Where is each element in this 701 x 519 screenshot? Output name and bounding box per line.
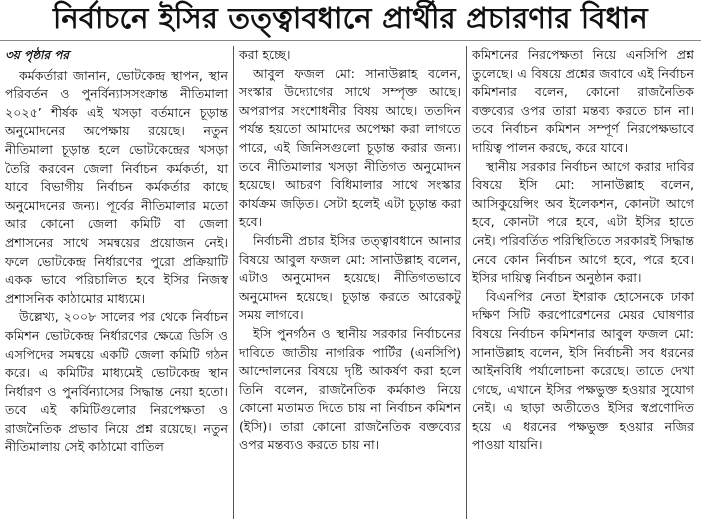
- paragraph: ইসি পুনর্গঠন ও স্থানীয় সরকার নির্বাচনের দাবিতে জাতীয় নাগরিক পার্টির (এনসিপি) আন্দোলনের বিষয়ে দৃষ্টি আকর্ষণ করা হলে তিনি বলেন, রাজনৈতিক কর্মকাণ্ড নিয়ে কোনো মতামত দিতে চায় না নির্বাচন কমিশন (ইসি)। তারা কোনো রাজনৈতিক বক্তব্যের ওপর মন্তব্যও করতে চায় না।: [239, 325, 461, 453]
- paragraph: কমিশনের নিরপেক্ষতা নিয়ে এনসিপি প্রশ্ন তুলেছে। এ বিষয়ে প্রশ্নের জবাবে এই নির্বাচন কমিশনার বলেন, কোনো রাজনৈতিক বক্তব্যের ওপর তারা মন্তব্য করতে চান না। তবে নির্বাচন কমিশন সম্পূর্ণ নিরপেক্ষভাবে দায়িত্ব পালন করছে, করে যাবে।: [472, 47, 694, 155]
- column-2: [233, 46, 466, 519]
- column-3: [466, 46, 699, 519]
- paragraph: বিএনপির নেতা ইশরাক হোসেনকে ঢাকা দক্ষিণ সিটি করপোরেশনের মেয়র ঘোষণার বিষয়ে নির্বাচন কমিশনার আবুল ফজল মো: সানাউল্লাহ বলেন, ইসি নির্বাচনী সব ধরনের আইনবিধি পর্যালোচনা করেছে। তাতে দেখা গেছে, এখানে ইসির পক্ষভুক্ত হওয়ার সুযোগ নেই। এ ছাড়া অতীতেও ইসির স্বপ্রণোদিত হয়ে এ ধরনের পক্ষভুক্ত হওয়ার নজির পাওয়া যায়নি।: [472, 288, 694, 453]
- headline: নির্বাচনে ইসির তত্ত্বাবধানে প্রার্থীর প্রচারণার বিধান: [0, 0, 701, 41]
- paragraph: উল্লেখ্য, ২০০৮ সালের পর থেকে নির্বাচন কমিশন ভোটকেন্দ্র নির্ধারণের ক্ষেত্রে ডিসি ও এসপিদের সমন্বয়ে একটি জেলা কমিটি গঠন করে। এ কমিটির মাধ্যমেই ভোটকেন্দ্র স্থান নির্ধারণ ও পুনর্বিন্যাসের সিদ্ধান্ত নেয়া হতো। তবে এই কমিটিগুলোর নিরপেক্ষতা ও রাজনৈতিক প্রভাব নিয়ে প্রশ্ন রয়েছে। নতুন নীতিমালায় সেই কাঠামো বাতিল: [5, 309, 228, 455]
- paragraph: স্থানীয় সরকার নির্বাচন আগে করার দাবির বিষয়ে ইসি মো: সানাউল্লাহ বলেন, আসিকুয়েন্সিং অব ইলেকশন, কোনটা আগে হবে, কোনটা পরে হবে, এটা ইসির হাতে নেই। পরিবর্তিত পরিস্থিতিতে সরকারই সিদ্ধান্ত নেবে কোন নির্বাচন আগে হবে, পরে হবে। ইসির দায়িত্ব নির্বাচন অনুষ্ঠান করা।: [472, 158, 694, 286]
- jump-label: ৩য় পৃষ্ঠার পর: [5, 48, 70, 62]
- paragraph: নির্বাচনী প্রচার ইসির তত্ত্বাবধানে আনার বিষয়ে আবুল ফজল মো: সানাউল্লাহ বলেন, এটাও অনুমোদন হয়েছে। নীতিগতভাবে অনুমোদন হয়েছে। চূড়ান্ত করতে আরেকটু সময় লাগবে।: [239, 232, 461, 323]
- paragraph: কর্মকর্তারা জানান, ভোটকেন্দ্র স্থাপন, স্থান পরিবর্তন ও পুনর্বিন্যাসসংক্রান্ত নীতিমালা ২০২৫’ শীর্ষক এই খসড়া বর্তমানে চূড়ান্ত অনুমোদনের অপেক্ষায় রয়েছে। নতুন নীতিমালা চূড়ান্ত হলে ভোটকেন্দ্রের খসড়া তৈরি করবেন জেলা নির্বাচন কর্মকর্তা, যা যাবে বিভাগীয় নির্বাচন কর্মকর্তার কাছে অনুমোদনের জন্য। পূর্বের নীতিমালার মতো আর কোনো জেলা কমিটি বা জেলা প্রশাসনের সাথে সমন্বয়ের প্রয়োজন নেই। ফলে ভোটকেন্দ্র নির্ধারণের পুরো প্রক্রিয়াটি একক ভাবে পরিচালিত হবে ইসির নিজস্ব প্রশাসনিক কাঠামোর মাধ্যমে।: [5, 67, 228, 306]
- column-1: [0, 46, 233, 519]
- article-body: [0, 46, 701, 519]
- paragraph: আবুল ফজল মো: সানাউল্লাহ বলেন, সংস্কার উদ্যোগের সাথে সম্পৃক্ত আছে। অপরাপর সংশোধনীর বিষয় আছে। ততদিন পর্যন্ত হয়তো আমাদের অপেক্ষা করা লাগতে পারে, এই জিনিসগুলো চূড়ান্ত করার জন্য। তবে নীতিমালার খসড়া নীতিগত অনুমোদন হয়েছে। আচরণ বিধিমালার সাথে সংস্কার কার্যক্রম জড়িত। সেটা হলেই এটা চূড়ান্ত করা হবে।: [239, 65, 461, 230]
- paragraph: করা হচ্ছে।: [239, 47, 291, 62]
